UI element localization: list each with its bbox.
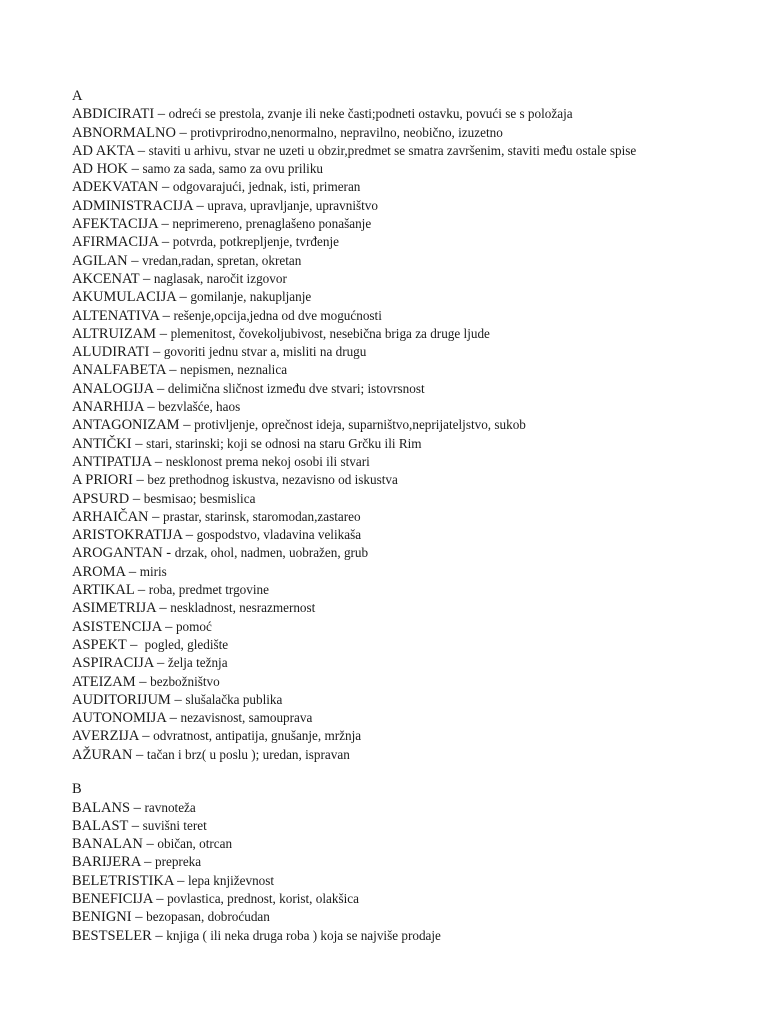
entry-definition: potvrda, potkrepljenje, tvrđenje <box>172 234 339 250</box>
section-spacer <box>72 764 702 781</box>
entry-separator: – <box>138 728 154 745</box>
dictionary-entry <box>72 197 702 215</box>
entry-separator: – <box>125 563 140 580</box>
entry-definition: ravnoteža <box>144 799 196 815</box>
dictionary-entry <box>72 673 702 691</box>
entry-definition: vredan,radan, spretan, okretan <box>142 252 302 268</box>
entry-separator: – <box>152 891 168 908</box>
entry-definition: roba, predmet trgovine <box>148 582 269 598</box>
entry-definition: uprava, upravljanje, upravništvo <box>207 197 378 213</box>
entry-term: ANARHIJA <box>72 399 144 416</box>
entry-term: BARIJERA <box>72 854 141 871</box>
entry-separator: – <box>130 799 145 816</box>
entry-separator: – <box>165 362 181 379</box>
entry-term: AGILAN <box>72 252 128 269</box>
entry-term: ADMINISTRACIJA <box>72 197 193 214</box>
dictionary-entry <box>72 508 702 526</box>
entry-definition: nesklonost prema nekoj osobi ili stvari <box>165 453 370 469</box>
entry-definition: besmisao; besmislica <box>143 490 256 506</box>
entry-term: ANALOGIJA <box>72 380 154 397</box>
entry-term: ASPEKT <box>72 636 127 653</box>
dictionary-entry <box>72 325 702 343</box>
entry-term: ABDICIRATI <box>72 106 155 123</box>
entry-term: BESTSELER <box>72 927 152 944</box>
dictionary-entry <box>72 853 702 871</box>
dictionary-entry <box>72 927 702 945</box>
entry-term: AD AKTA <box>72 142 135 159</box>
entry-separator: – <box>175 124 191 141</box>
entry-definition: prastar, starinsk, staromodan,zastareo <box>163 508 361 524</box>
dictionary-entry <box>72 416 702 434</box>
entry-separator: - <box>162 545 175 562</box>
dictionary-entry <box>72 599 702 617</box>
dictionary-entry <box>72 124 702 142</box>
entry-definition: lepa književnost <box>188 872 275 888</box>
entry-separator: – <box>155 600 171 617</box>
entry-term: BENEFICIJA <box>72 891 153 908</box>
entry-term: AŽURAN <box>72 746 133 763</box>
entry-definition: želja težnja <box>167 655 228 671</box>
entry-definition: bez prethodnog iskustva, nezavisno od iskustva <box>147 472 398 488</box>
entry-separator: – <box>126 636 145 653</box>
entry-term: AUDITORIJUM <box>72 691 171 708</box>
entry-term: A PRIORI <box>72 472 133 489</box>
entry-definition: knjiga ( ili neka druga roba ) koja se najviše prodaje <box>166 927 441 943</box>
entry-definition: protivprirodno,nenormalno, nepravilno, neobično, izuzetno <box>190 124 503 140</box>
entry-term: AROGANTAN <box>72 545 163 562</box>
dictionary-entry <box>72 544 702 562</box>
entry-separator: – <box>140 854 155 871</box>
dictionary-entry <box>72 233 702 251</box>
entry-term: BANALAN <box>72 836 143 853</box>
entry-term: ARTIKAL <box>72 582 135 599</box>
entry-separator: – <box>151 453 166 470</box>
entry-definition: bezvlašće, haos <box>158 399 241 415</box>
entry-separator: – <box>128 817 143 834</box>
entry-definition: samo za sada, samo za ovu priliku <box>142 161 324 177</box>
section-heading-b: B <box>72 781 82 798</box>
entry-term: ADEKVATAN <box>72 179 159 196</box>
entry-separator: – <box>127 161 143 178</box>
entry-definition: neskladnost, nesrazmernost <box>170 600 316 616</box>
dictionary-entry <box>72 526 702 544</box>
entry-separator: – <box>158 179 173 196</box>
entry-definition: prepreka <box>155 854 202 870</box>
dictionary-entry <box>72 142 702 160</box>
entry-term: ATEIZAM <box>72 673 136 690</box>
document-page <box>72 88 702 945</box>
entry-separator: – <box>131 909 147 926</box>
entry-separator: – <box>173 872 188 889</box>
entry-term: AUTONOMIJA <box>72 710 166 727</box>
dictionary-entry <box>72 654 702 672</box>
entry-definition: gospodstvo, vladavina velikaša <box>196 527 362 543</box>
entry-separator: – <box>134 142 149 159</box>
entry-definition: plemenitost, čovekoljubivost, nesebična briga za druge ljude <box>170 325 490 341</box>
dictionary-entry <box>72 618 702 636</box>
section-heading-a: A <box>72 88 83 104</box>
dictionary-entry <box>72 105 702 123</box>
dictionary-entry <box>72 709 702 727</box>
entry-definition: odvratnost, antipatija, gnušanje, mržnja <box>153 728 362 744</box>
dictionary-entry <box>72 471 702 489</box>
entry-definition: povlastica, prednost, korist, olakšica <box>167 891 359 907</box>
entry-term: BELETRISTIKA <box>72 872 174 889</box>
dictionary-entry <box>72 160 702 178</box>
dictionary-entry <box>72 563 702 581</box>
entry-term: AD HOK <box>72 161 128 178</box>
entry-definition: tačan i brz( u poslu ); uredan, ispravan <box>146 746 350 762</box>
entries-list-a <box>72 105 702 764</box>
entry-term: ARHAIČAN <box>72 508 149 525</box>
entry-definition: protivljenje, oprečnost ideja, suparništvo,neprijateljstvo, sukob <box>194 417 526 433</box>
entry-separator: – <box>139 270 154 287</box>
entry-term: AFEKTACIJA <box>72 216 158 233</box>
entry-separator: – <box>182 527 197 544</box>
entry-term: ABNORMALNO <box>72 124 176 141</box>
dictionary-entry <box>72 490 702 508</box>
entry-separator: – <box>129 490 144 507</box>
entry-definition: gomilanje, nakupljanje <box>190 289 312 305</box>
entry-term: AKCENAT <box>72 270 140 287</box>
dictionary-entry <box>72 872 702 890</box>
entry-definition: govoriti jednu stvar a, misliti na drugu <box>163 344 367 360</box>
entry-term: APSURD <box>72 490 130 507</box>
entry-separator: – <box>179 417 195 434</box>
dictionary-entry <box>72 746 702 764</box>
entry-separator: – <box>158 234 173 251</box>
entry-separator: – <box>151 927 167 944</box>
entry-term: ASISTENCIJA <box>72 618 162 635</box>
dictionary-entry <box>72 636 702 654</box>
entry-definition: pomoć <box>175 618 212 634</box>
entry-separator: – <box>161 618 176 635</box>
dictionary-entry <box>72 835 702 853</box>
entry-separator: – <box>143 399 159 416</box>
entry-separator: – <box>149 344 164 361</box>
entry-term: ANTAGONIZAM <box>72 417 180 434</box>
entry-separator: – <box>192 197 208 214</box>
entry-definition: staviti u arhivu, stvar ne uzeti u obzir,predmet se smatra završenim, staviti među ostale spise <box>148 142 637 158</box>
entry-term: ASIMETRIJA <box>72 600 156 617</box>
entry-definition: miris <box>139 563 167 579</box>
entry-term: AKUMULACIJA <box>72 289 176 306</box>
entry-term: ALTENATIVA <box>72 307 160 324</box>
entry-term: ALTRUIZAM <box>72 325 157 342</box>
entry-term: ARISTOKRATIJA <box>72 527 183 544</box>
entry-separator: – <box>153 655 168 672</box>
dictionary-entry <box>72 288 702 306</box>
entry-separator: – <box>157 216 173 233</box>
dictionary-entry <box>72 817 702 835</box>
entry-separator: – <box>132 472 148 489</box>
entry-definition: neprimereno, prenaglašeno ponašanje <box>172 216 372 232</box>
dictionary-entry <box>72 727 702 745</box>
entry-definition: bezopasan, dobroćudan <box>146 909 270 925</box>
entry-separator: – <box>135 673 151 690</box>
entry-separator: – <box>134 582 149 599</box>
entry-separator: – <box>127 252 143 269</box>
entry-term: BALAST <box>72 817 129 834</box>
entry-definition: bezbožništvo <box>150 673 220 689</box>
entry-term: BENIGNI <box>72 909 132 926</box>
entry-separator: – <box>153 380 168 397</box>
entry-definition: odreći se prestola, zvanje ili neke časti;podneti ostavku, povući se s položaja <box>168 106 573 122</box>
entry-separator: – <box>148 508 164 525</box>
entry-separator: – <box>142 836 158 853</box>
entry-term: BALANS <box>72 799 131 816</box>
entry-definition: delimična sličnost između dve stvari; istovrsnost <box>167 380 425 396</box>
dictionary-entry <box>72 307 702 325</box>
dictionary-entry <box>72 178 702 196</box>
entry-definition: slušalačka publika <box>185 691 283 707</box>
entry-definition: naglasak, naročit izgovor <box>153 270 287 286</box>
entry-separator: – <box>170 691 186 708</box>
section-b <box>72 781 702 945</box>
entry-term: ANALFABETA <box>72 362 166 379</box>
entry-definition: rešenje,opcija,jedna od dve mogućnosti <box>173 307 382 323</box>
dictionary-entry <box>72 252 702 270</box>
entry-term: ASPIRACIJA <box>72 655 154 672</box>
entry-definition: običan, otrcan <box>157 836 233 852</box>
dictionary-entry <box>72 398 702 416</box>
entry-term: AVERZIJA <box>72 728 139 745</box>
dictionary-entry <box>72 691 702 709</box>
entry-separator: – <box>166 710 181 727</box>
dictionary-entry <box>72 908 702 926</box>
dictionary-entry <box>72 890 702 908</box>
dictionary-entry <box>72 799 702 817</box>
entry-term: ALUDIRATI <box>72 344 150 361</box>
entry-definition: pogled, gledište <box>144 636 229 652</box>
entry-definition: nepismen, neznalica <box>180 362 288 378</box>
entry-definition: suvišni teret <box>142 817 207 833</box>
dictionary-entry <box>72 581 702 599</box>
entry-term: AFIRMACIJA <box>72 234 159 251</box>
dictionary-entry <box>72 270 702 288</box>
section-a <box>72 88 702 764</box>
dictionary-entry <box>72 380 702 398</box>
entry-separator: – <box>154 106 169 123</box>
entry-term: ANTIPATIJA <box>72 453 152 470</box>
entry-definition: nezavisnost, samouprava <box>180 710 313 726</box>
entry-separator: – <box>156 325 171 342</box>
dictionary-entry <box>72 343 702 361</box>
entry-term: ANTIČKI <box>72 435 132 452</box>
entry-term: AROMA <box>72 563 126 580</box>
dictionary-entry <box>72 453 702 471</box>
entry-definition: odgovarajući, jednak, isti, primeran <box>172 179 361 195</box>
entry-separator: – <box>159 307 174 324</box>
dictionary-entry <box>72 361 702 379</box>
entry-separator: – <box>131 435 147 452</box>
entry-definition: drzak, ohol, nadmen, uobražen, grub <box>174 545 369 561</box>
dictionary-entry <box>72 435 702 453</box>
entry-separator: – <box>175 289 191 306</box>
entry-definition: stari, starinski; koji se odnosi na staru Grčku ili Rim <box>146 435 422 451</box>
entry-separator: – <box>132 746 147 763</box>
entries-list-b <box>72 799 702 945</box>
dictionary-entry <box>72 215 702 233</box>
